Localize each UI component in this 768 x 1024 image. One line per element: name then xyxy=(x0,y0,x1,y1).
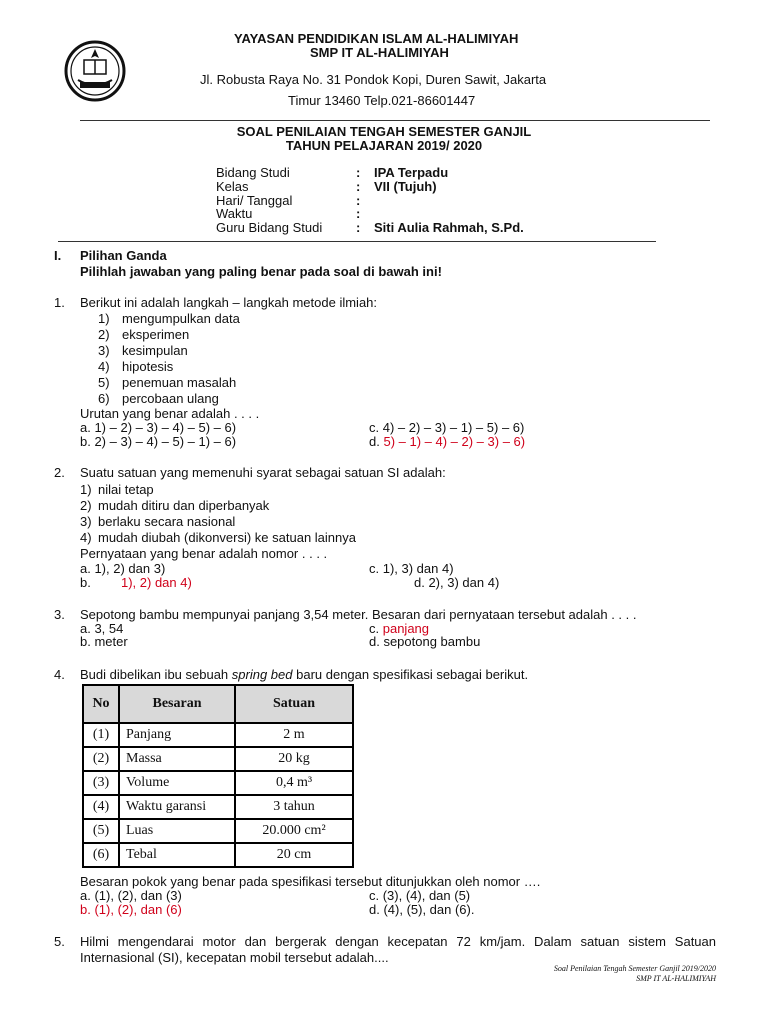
question-number: 1. xyxy=(54,295,65,310)
exam-title: SOAL PENILAIAN TENGAH SEMESTER GANJIL xyxy=(236,124,532,139)
question-text-line1: Hilmi mengendarai motor dan bergerak dengan kecepatan 72 km/jam. Dalam satuan sistem Satuan xyxy=(80,934,716,949)
table-header: Satuan xyxy=(235,685,353,723)
table-row xyxy=(83,843,353,867)
question-prompt: Besaran pokok yang benar pada spesifikasi tersebut ditunjukkan oleh nomor …. xyxy=(80,874,541,889)
option-a: a. 3, 54 xyxy=(80,621,124,636)
info-label: Waktu xyxy=(216,206,253,221)
correct-answer: b. (1), (2), dan (6) xyxy=(80,902,182,917)
info-divider xyxy=(58,241,656,242)
question-number: 4. xyxy=(54,667,65,682)
question-text: Sepotong bambu mempunyai panjang 3,54 meter. Besaran dari pernyataan tersebut adalah . . . . xyxy=(80,607,637,622)
school-address-line2: Timur 13460 Telp.021-86601447 xyxy=(288,93,476,108)
list-item: mudah ditiru dan diperbanyak xyxy=(98,498,270,513)
option-a: a. 1), 2) dan 3) xyxy=(80,561,166,576)
question-text-part: baru dengan spesifikasi sebagai berikut. xyxy=(292,667,529,682)
table-cell: (2) xyxy=(83,747,119,771)
table-cell: (3) xyxy=(83,771,119,795)
table-header-row xyxy=(83,685,353,723)
section-number: I. xyxy=(54,248,62,263)
info-separator: : xyxy=(356,179,361,194)
section-instruction: Pilihlah jawaban yang paling benar pada soal di bawah ini! xyxy=(80,264,442,279)
list-item: nilai tetap xyxy=(98,482,154,497)
list-number: 3) xyxy=(98,343,110,358)
question-prompt: Pernyataan yang benar adalah nomor . . . . xyxy=(80,546,328,561)
list-number: 1) xyxy=(98,311,110,326)
table-row xyxy=(83,819,353,843)
table-header: No xyxy=(83,685,119,723)
list-number: 2) xyxy=(80,498,92,513)
info-separator: : xyxy=(356,206,361,221)
info-label: Hari/ Tanggal xyxy=(216,193,293,208)
list-number: 1) xyxy=(80,482,92,497)
question-number: 5. xyxy=(54,934,65,949)
option-letter: c. xyxy=(369,621,383,636)
list-number: 4) xyxy=(80,530,92,545)
option-c: c. 4) – 2) – 3) – 1) – 5) – 6) xyxy=(369,420,525,435)
option-b: b. 2) – 3) – 4) – 5) – 1) – 6) xyxy=(80,434,237,449)
page-footer xyxy=(420,964,716,984)
foundation-name: YAYASAN PENDIDIKAN ISLAM AL-HALIMIYAH xyxy=(234,31,519,46)
option-d: d. (4), (5), dan (6). xyxy=(369,902,475,917)
list-item: mudah diubah (dikonversi) ke satuan lainnya xyxy=(98,530,356,545)
header-divider xyxy=(80,120,710,121)
table-cell: (6) xyxy=(83,843,119,867)
option-b: b. meter xyxy=(80,634,128,649)
list-item: berlaku secara nasional xyxy=(98,514,236,529)
table-cell: Volume xyxy=(119,771,235,795)
question-text: Suatu satuan yang memenuhi syarat sebagai satuan SI adalah: xyxy=(80,465,446,480)
table-cell: Panjang xyxy=(119,723,235,747)
table-cell: (1) xyxy=(83,723,119,747)
table-row xyxy=(83,771,353,795)
info-label: Kelas xyxy=(216,179,249,194)
list-item: percobaan ulang xyxy=(122,391,219,406)
info-value: Siti Aulia Rahmah, S.Pd. xyxy=(374,220,524,235)
list-number: 5) xyxy=(98,375,110,390)
exam-year: TAHUN PELAJARAN 2019/ 2020 xyxy=(285,138,483,153)
table-cell: 3 tahun xyxy=(235,795,353,819)
table-cell: (5) xyxy=(83,819,119,843)
info-separator: : xyxy=(356,165,361,180)
table-row xyxy=(83,747,353,771)
info-label: Bidang Studi xyxy=(216,165,290,180)
question-text xyxy=(80,667,528,682)
table-row xyxy=(83,723,353,747)
list-item: eksperimen xyxy=(122,327,190,342)
option-c: c. (3), (4), dan (5) xyxy=(369,888,471,903)
info-separator: : xyxy=(356,193,361,208)
list-number: 4) xyxy=(98,359,110,374)
table-cell: 0,4 m³ xyxy=(235,771,353,795)
table-cell: Waktu garansi xyxy=(119,795,235,819)
question-number: 3. xyxy=(54,607,65,622)
list-item: hipotesis xyxy=(122,359,174,374)
option-d: d. sepotong bambu xyxy=(369,634,481,649)
school-name: SMP IT AL-HALIMIYAH xyxy=(310,45,449,60)
question-text-part: Budi dibelikan ibu sebuah xyxy=(80,667,232,682)
table-cell: Massa xyxy=(119,747,235,771)
question-text-line2: Internasional (SI), kecepatan mobil tersebut adalah.... xyxy=(80,950,389,965)
school-crest-icon xyxy=(64,40,126,102)
table-cell: (4) xyxy=(83,795,119,819)
info-value: IPA Terpadu xyxy=(374,165,449,180)
question-number: 2. xyxy=(54,465,65,480)
table-cell: 20 kg xyxy=(235,747,353,771)
table-cell: 20 cm xyxy=(235,843,353,867)
spec-table xyxy=(82,684,354,868)
question-prompt: Urutan yang benar adalah . . . . xyxy=(80,406,260,421)
table-cell: Tebal xyxy=(119,843,235,867)
list-number: 2) xyxy=(98,327,110,342)
correct-answer: panjang xyxy=(382,621,430,636)
correct-answer: 5) – 1) – 4) – 2) – 3) – 6) xyxy=(383,434,526,449)
footer-school: SMP IT AL-HALIMIYAH xyxy=(636,974,716,983)
table-row xyxy=(83,795,353,819)
info-label: Guru Bidang Studi xyxy=(216,220,323,235)
list-number: 6) xyxy=(98,391,110,406)
list-item: penemuan masalah xyxy=(122,375,237,390)
correct-answer: 1), 2) dan 4) xyxy=(121,575,192,590)
school-address-line1: Jl. Robusta Raya No. 31 Pondok Kopi, Duren Sawit, Jakarta xyxy=(200,72,547,87)
option-letter: d. xyxy=(369,434,384,449)
table-cell: 20.000 cm² xyxy=(235,819,353,843)
option-d: d. 2), 3) dan 4) xyxy=(414,575,500,590)
info-separator: : xyxy=(356,220,361,235)
option-a: a. (1), (2), dan (3) xyxy=(80,888,182,903)
question-text-emphasis: spring bed xyxy=(231,667,293,682)
table-cell: 2 m xyxy=(235,723,353,747)
option-a: a. 1) – 2) – 3) – 4) – 5) – 6) xyxy=(80,420,237,435)
table-cell: Luas xyxy=(119,819,235,843)
list-number: 3) xyxy=(80,514,92,529)
section-title: Pilihan Ganda xyxy=(80,248,167,263)
info-value: VII (Tujuh) xyxy=(374,179,437,194)
footer-exam: Soal Penilaian Tengah Semester Ganjil 2019/2020 xyxy=(553,964,716,973)
question-text: Berikut ini adalah langkah – langkah metode ilmiah: xyxy=(80,295,378,310)
list-item: kesimpulan xyxy=(122,343,188,358)
option-d xyxy=(369,434,525,449)
option-letter: b. xyxy=(80,575,91,590)
option-c: c. 1), 3) dan 4) xyxy=(369,561,454,576)
list-item: mengumpulkan data xyxy=(122,311,240,326)
table-header: Besaran xyxy=(119,685,235,723)
